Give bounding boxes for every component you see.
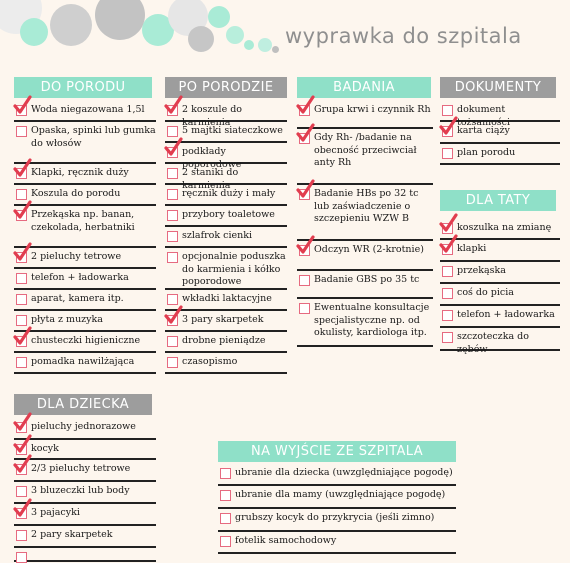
list-item [14, 269, 156, 290]
section-header-dla-taty: DLA TATY [440, 190, 556, 211]
checkbox[interactable] [167, 126, 178, 137]
checkmark-icon [12, 434, 32, 454]
checkbox[interactable] [220, 490, 231, 501]
list-item [14, 206, 156, 248]
list-item [14, 526, 156, 548]
list-item [14, 418, 156, 440]
checkbox[interactable] [299, 275, 310, 286]
list-item [165, 248, 287, 290]
checkmark-icon [12, 158, 32, 178]
checkbox[interactable] [220, 536, 231, 547]
checkbox[interactable] [167, 168, 178, 179]
item-label: grubszy kocyk do przykrycia (jeśli zimno) [235, 512, 435, 523]
checkbox[interactable] [16, 189, 27, 200]
list-item [165, 101, 287, 128]
item-label: coś do picia [457, 287, 514, 298]
checkbox[interactable] [167, 294, 178, 305]
checkmark-icon [295, 179, 315, 199]
list-item [14, 122, 156, 164]
item-label: wkładki laktacyjne [182, 293, 272, 304]
list-item [218, 464, 456, 486]
list-item [440, 262, 560, 284]
list-item [14, 248, 156, 269]
item-label: pieluchy jednorazowe [31, 421, 136, 432]
list-item [440, 306, 560, 328]
list-item [440, 240, 560, 262]
list-item [440, 328, 560, 355]
item-label: szlafrok cienki [182, 230, 253, 241]
list-dla-dziecka [14, 418, 156, 562]
section-header-po-porodzie: PO PORODZIE [165, 77, 287, 98]
item-label: Badanie GBS po 35 tc [314, 274, 420, 285]
item-label: ubranie dla dziecka (uwzględniające pogodę) [235, 467, 453, 478]
checkmark-icon [12, 412, 32, 432]
list-item [297, 299, 433, 347]
list-item [440, 101, 560, 128]
checkbox[interactable] [442, 105, 453, 116]
list-item [14, 504, 156, 526]
list-item [14, 101, 156, 122]
item-label: przybory toaletowe [182, 209, 275, 220]
item-label: kocyk [31, 443, 59, 454]
checkbox[interactable] [167, 210, 178, 221]
list-item [218, 509, 456, 532]
checkmark-icon [438, 213, 458, 233]
item-label: 2/3 pieluchy tetrowe [31, 463, 131, 474]
item-label: chusteczki higieniczne [31, 335, 141, 346]
checkmark-icon [438, 116, 458, 136]
list-po-porodzie [165, 101, 287, 374]
list-item [297, 185, 433, 241]
section-header-dokumenty: DOKUMENTY [440, 77, 556, 98]
list-item [165, 290, 287, 311]
list-na-wyjscie [218, 464, 456, 554]
checkmark-icon [12, 498, 32, 518]
list-item [14, 290, 156, 311]
checkbox[interactable] [442, 310, 453, 321]
item-label: opcjonalnie poduszka do karmienia i kółko poporodowe [182, 251, 286, 287]
checkbox[interactable] [16, 273, 27, 284]
section-header-do-porodu: DO PORODU [14, 77, 152, 98]
item-label: klapki [457, 243, 487, 254]
checkbox[interactable] [442, 266, 453, 277]
checkmark-icon [295, 95, 315, 115]
list-item [440, 144, 560, 165]
list-item [297, 241, 433, 271]
item-label: Opaska, spinki lub gumka do włosów [31, 125, 156, 149]
list-dla-taty [440, 219, 560, 355]
item-label: 3 bluzeczki lub body [31, 485, 130, 496]
list-dokumenty [440, 101, 560, 165]
item-label: Woda niegazowana 1,5l [31, 104, 145, 115]
item-label: płyta z muzyka [31, 314, 103, 325]
list-item [440, 122, 560, 144]
list-item [165, 206, 287, 227]
checkmark-icon [163, 137, 183, 157]
item-label: telefon + ładowarka [457, 309, 555, 320]
checkbox[interactable] [167, 231, 178, 242]
list-item [165, 122, 287, 143]
list-item [165, 332, 287, 353]
checkbox[interactable] [16, 486, 27, 497]
checkbox[interactable] [299, 303, 310, 314]
checkbox[interactable] [16, 315, 27, 326]
page-title: wyprawka do szpitala [285, 24, 522, 48]
list-item [440, 219, 560, 240]
checkmark-icon [12, 95, 32, 115]
checkmark-icon [438, 234, 458, 254]
item-label: drobne pieniądze [182, 335, 266, 346]
list-item [14, 185, 156, 206]
list-item [14, 460, 156, 482]
list-item [14, 548, 156, 562]
item-label: Gdy Rh- /badanie na obecność przeciwciał anty Rh [314, 132, 417, 168]
checkmark-icon [163, 305, 183, 325]
list-item [14, 440, 156, 460]
item-label: czasopismo [182, 356, 238, 367]
item-label: Grupa krwi i czynnik Rh [314, 104, 431, 115]
list-item [14, 353, 156, 374]
list-item [14, 311, 156, 332]
section-header-na-wyjscie: NA WYJŚCIE ZE SZPITALA [218, 441, 456, 462]
list-item [14, 482, 156, 504]
item-label: telefon + ładowarka [31, 272, 129, 283]
list-item [14, 332, 156, 353]
item-label: 3 pary skarpetek [182, 314, 264, 325]
list-item [297, 129, 433, 185]
list-item [165, 185, 287, 206]
list-item [218, 532, 456, 554]
item-label: Klapki, ręcznik duży [31, 167, 129, 178]
checkbox[interactable] [16, 530, 27, 541]
checkbox[interactable] [167, 189, 178, 200]
checkbox[interactable] [220, 513, 231, 524]
list-item [165, 227, 287, 248]
item-label: Ewentualne konsultacje specjalistyczne np. od okulisty, kardiologa itp. [314, 302, 430, 338]
item-label: 2 pary skarpetek [31, 529, 113, 540]
checkbox[interactable] [16, 357, 27, 368]
checkbox[interactable] [167, 357, 178, 368]
item-label: koszulka na zmianę [457, 222, 552, 233]
item-label: plan porodu [457, 147, 516, 158]
list-item [165, 311, 287, 332]
checkmark-icon [295, 235, 315, 255]
list-item [218, 486, 456, 509]
item-label: karta ciąży [457, 125, 510, 136]
item-label: fotelik samochodowy [235, 535, 337, 546]
item-label: 2 staniki do karmienia [182, 167, 239, 191]
item-label: aparat, kamera itp. [31, 293, 124, 304]
item-label: Badanie HBs po 32 tc lub zaświadczenie o szczepieniu WZW B [314, 188, 419, 224]
item-label: pomadka nawilżająca [31, 356, 135, 367]
checkbox[interactable] [442, 148, 453, 159]
checkmark-icon [12, 326, 32, 346]
list-item [297, 101, 433, 129]
item-label: 2 pieluchy tetrowe [31, 251, 122, 262]
checkbox[interactable] [442, 332, 453, 343]
list-item [440, 284, 560, 306]
list-item [14, 164, 156, 185]
checkmark-icon [12, 242, 32, 262]
checkmark-icon [163, 95, 183, 115]
section-header-badania: BADANIA [297, 77, 431, 98]
item-label: Odczyn WR (2-krotnie) [314, 244, 424, 255]
item-label: podkłady poporodowe [182, 146, 242, 170]
item-label: Przekąska np. banan, czekolada, herbatniki [31, 209, 135, 233]
list-item [165, 164, 287, 191]
item-label: dokument tożsamości [457, 104, 511, 128]
checkbox[interactable] [16, 126, 27, 137]
section-header-dla-dziecka: DLA DZIECKA [14, 394, 152, 415]
checkbox[interactable] [220, 468, 231, 479]
checkbox[interactable] [16, 294, 27, 305]
item-label: 2 koszule do karmienia [182, 104, 243, 128]
list-badania [297, 101, 433, 347]
checkbox[interactable] [167, 252, 178, 263]
checkbox[interactable] [442, 288, 453, 299]
item-label: przekąska [457, 265, 506, 276]
checkbox[interactable] [167, 336, 178, 347]
list-item [297, 271, 433, 299]
item-label: 3 pajacyki [31, 507, 80, 518]
item-label: ubranie dla mamy (uwzględniające pogodę) [235, 489, 446, 500]
checkbox[interactable] [16, 552, 27, 563]
item-label: Koszula do porodu [31, 188, 121, 199]
list-item [165, 353, 287, 374]
item-label: szczoteczka do zębów [457, 331, 529, 355]
list-item [165, 143, 287, 170]
list-do-porodu [14, 101, 156, 374]
checkmark-icon [12, 200, 32, 220]
item-label: ręcznik duży i mały [182, 188, 276, 199]
checkmark-icon [295, 123, 315, 143]
item-label: 5 majtki siateczkowe [182, 125, 283, 136]
checkmark-icon [12, 454, 32, 474]
